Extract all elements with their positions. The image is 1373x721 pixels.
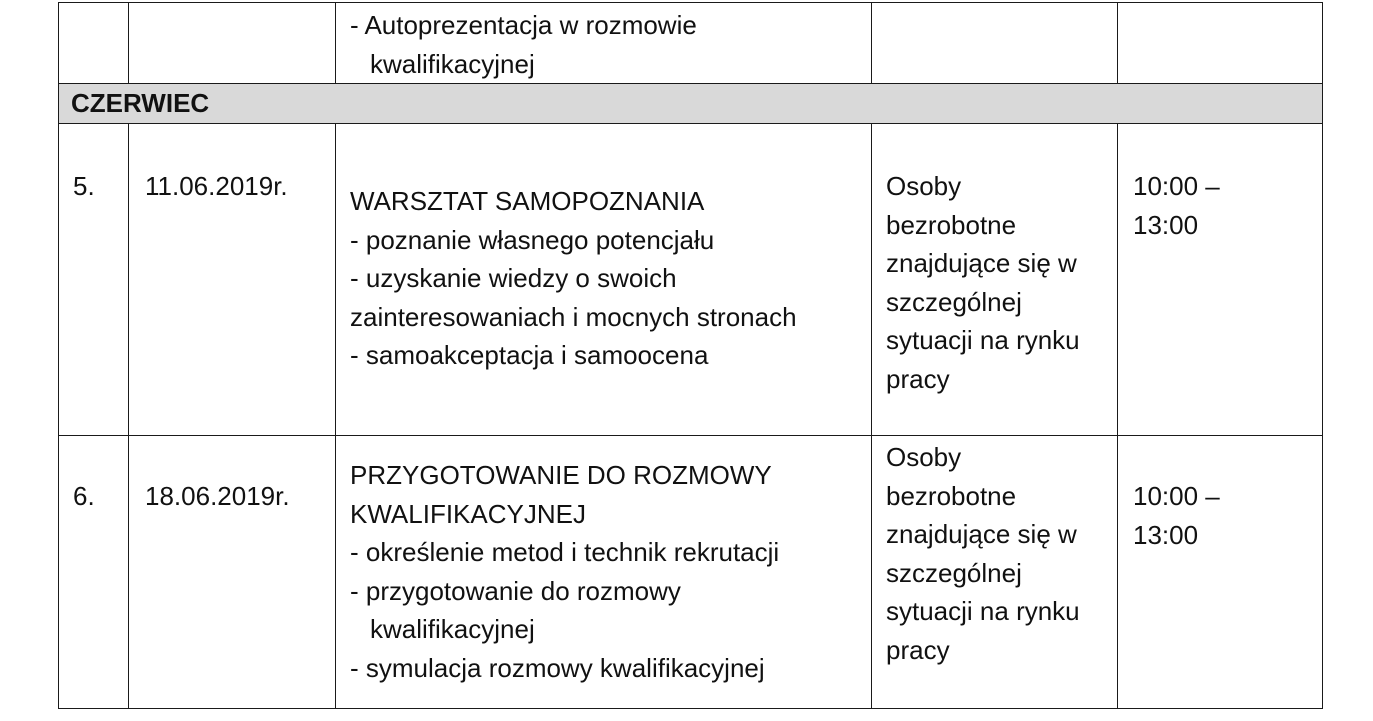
topic-line: - Autoprezentacja w rozmowie	[350, 10, 697, 40]
nr-cell	[59, 124, 129, 436]
time-cell	[1118, 436, 1323, 709]
target-line: Osoby	[886, 442, 962, 472]
time-line: 10:00 –	[1133, 171, 1220, 201]
target-line: pracy	[886, 363, 950, 394]
topic-line: kwalifikacyjnej	[370, 48, 535, 79]
topic-line: kwalifikacyjnej	[370, 614, 535, 644]
time-line: 10:00 –	[1133, 481, 1220, 511]
topic-line: WARSZTAT SAMOPOZNANIA	[350, 186, 705, 216]
time-line: 13:00	[1133, 209, 1199, 240]
topic-line: - symulacja rozmowy kwalifikacyjnej	[350, 652, 765, 683]
topic-line: - uzyskanie wiedzy o swoich	[350, 263, 677, 293]
date-cell	[129, 124, 336, 436]
row-date: 11.06.2019r.	[145, 171, 288, 201]
row-date: 18.06.2019r.	[145, 481, 290, 511]
topic-line: - poznanie własnego potencjału	[350, 224, 715, 255]
target-line: bezrobotne	[886, 209, 1017, 240]
time-cell	[1118, 3, 1323, 84]
topic-cell	[336, 124, 872, 436]
table-row	[59, 436, 1323, 709]
topic-line: - samoakceptacja i samoocena	[350, 340, 709, 370]
topic-line: KWALIFIKACYJNEJ	[350, 498, 586, 529]
target-cell	[872, 124, 1118, 436]
row-number: 6.	[73, 481, 95, 511]
topic-line: - określenie metod i technik rekrutacji	[350, 537, 780, 567]
target-line: bezrobotne	[886, 480, 1017, 511]
target-cell	[872, 436, 1118, 709]
date-cell	[129, 436, 336, 709]
month-header-row	[59, 84, 1323, 124]
row-number: 5.	[73, 171, 95, 201]
month-label: CZERWIEC	[59, 84, 1323, 124]
nr-cell	[59, 3, 129, 84]
target-cell	[872, 3, 1118, 84]
target-line: znajdujące się w	[886, 248, 1077, 278]
target-line: Osoby	[886, 171, 962, 201]
target-line: znajdujące się w	[886, 519, 1077, 549]
target-line: szczególnej	[886, 286, 1022, 317]
schedule-table	[58, 2, 1323, 709]
target-line: pracy	[886, 634, 950, 665]
target-line: szczególnej	[886, 557, 1022, 588]
topic-line: zainteresowaniach i mocnych stronach	[350, 301, 797, 332]
topic-cell	[336, 3, 872, 84]
target-line: sytuacji na rynku	[886, 325, 1080, 355]
topic-line: - przygotowanie do rozmowy	[350, 575, 681, 606]
table-row	[59, 124, 1323, 436]
time-line: 13:00	[1133, 519, 1199, 550]
nr-cell	[59, 436, 129, 709]
topic-line: PRZYGOTOWANIE DO ROZMOWY	[350, 460, 772, 490]
time-cell	[1118, 124, 1323, 436]
target-line: sytuacji na rynku	[886, 596, 1080, 626]
table-row-continued	[59, 3, 1323, 84]
topic-cell	[336, 436, 872, 709]
date-cell	[129, 3, 336, 84]
